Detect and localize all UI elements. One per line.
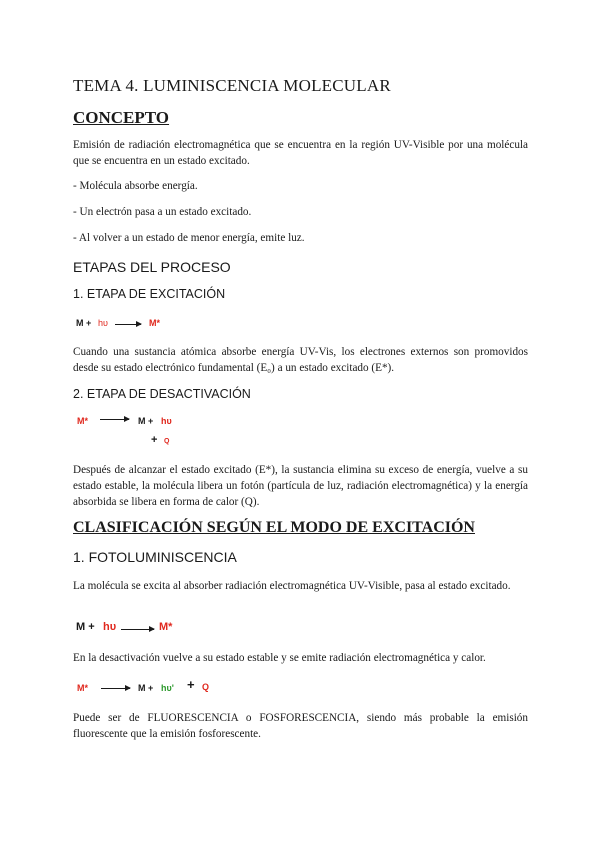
concepto-heading: CONCEPTO <box>73 108 170 127</box>
fotoluminiscencia-text-3: Puede ser de FLUORESCENCIA o FOSFORESCENCIA, siendo más probable la emisión fluorescente que la emisión fosforescente. <box>73 712 528 740</box>
desactivacion-heading: 2. ETAPA DE DESACTIVACIÓN <box>73 387 251 401</box>
reaction-arrow-icon <box>121 629 154 630</box>
fotoluminiscencia-heading: 1. FOTOLUMINISCENCIA <box>73 549 237 565</box>
clasificacion-heading: CLASIFICACIÓN SEGÚN EL MODO DE EXCITACIÓN <box>73 519 475 536</box>
excitacion-heading: 1. ETAPA DE EXCITACIÓN <box>73 287 226 301</box>
page-title: TEMA 4. LUMINISCENCIA MOLECULAR <box>73 76 391 95</box>
eq-photon: hυ <box>103 621 117 633</box>
excitacion-text: Cuando una sustancia atómica absorbe energía UV-Vis, los electrones externos son promovidos desde su estado electrónico fundamental (E₀) a un estado excitado (E*). <box>73 346 528 374</box>
fotoluminiscencia-text-1: La molécula se excita al absorber radiación electromagnética UV-Visible, pasa al estado excitado. <box>73 580 511 592</box>
etapas-heading: ETAPAS DEL PROCESO <box>73 259 231 275</box>
concepto-definition: Emisión de radiación electromagnética que se encuentra en la región UV-Visible por una molécula que se encuentra en un estado excitado. <box>73 139 528 167</box>
reaction-arrow-icon <box>115 324 141 325</box>
fotoluminiscencia-text-2: En la desactivación vuelve a su estado estable y se emite radiación electromagnética y calor. <box>73 652 486 664</box>
eq-reactant: M + <box>76 318 92 328</box>
concepto-bullet: - Molécula absorbe energía. <box>73 180 198 192</box>
desactivacion-text: Después de alcanzar el estado excitado (E*), la sustancia elimina su exceso de energía, vuelve a su estado estable, la molécula libera un fotón (partícula de luz, radiación electromagnética) y la energía absorbida se libera en forma de calor (Q). <box>73 464 528 508</box>
concepto-bullet: - Al volver a un estado de menor energía, emite luz. <box>73 232 305 244</box>
eq-product: M* <box>149 318 160 328</box>
eq-plus: + <box>187 677 195 692</box>
eq-reactant: M* <box>77 416 88 426</box>
eq-product: M* <box>159 621 173 633</box>
eq-photon: hυ <box>161 416 172 426</box>
eq-reactant: M + <box>76 621 95 633</box>
reaction-arrow-icon <box>101 688 130 689</box>
concepto-bullet: - Un electrón pasa a un estado excitado. <box>73 206 252 218</box>
eq-heat: Q <box>164 438 170 445</box>
eq-product: M + <box>138 416 154 426</box>
eq-product: M + <box>138 683 154 693</box>
eq-plus: + <box>151 434 158 446</box>
eq-photon: hυ' <box>161 683 174 693</box>
eq-reactant: M* <box>77 683 88 693</box>
eq-heat: Q <box>202 682 210 692</box>
eq-photon: hυ <box>98 318 108 328</box>
reaction-arrow-icon <box>100 419 129 420</box>
